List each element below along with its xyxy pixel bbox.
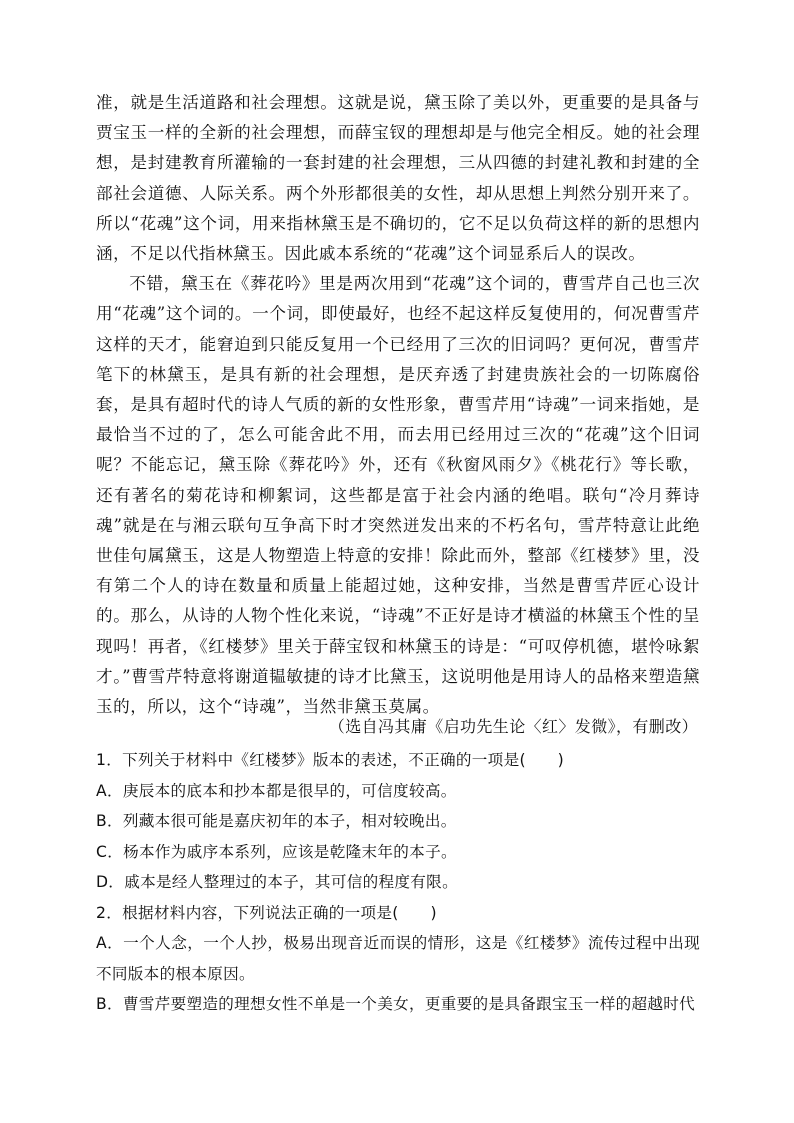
reading-passage	[96, 88, 700, 722]
question-2-option-b: B．曹雪芹要塑造的理想女性不单是一个美女，更重要的是具备跟宝玉一样的超越时代	[96, 995, 696, 1013]
question-1-stem: 1．下列关于材料中《红楼梦》版本的表述，不正确的一项是( )	[96, 751, 565, 769]
question-1-option-b: B．列藏本很可能是嘉庆初年的本子，相对较晚出。	[96, 812, 457, 830]
question-1-option-a: A．庚辰本的底本和抄本都是很早的，可信度较高。	[96, 781, 457, 800]
question-section	[96, 745, 700, 1020]
question-2-option-a: A．一个人念，一个人抄，极易出现音近而误的情形，这是《红楼梦》流传过程中出现不同版本的根本原因。	[96, 934, 700, 983]
passage-paragraph-2: 不错，黛玉在《葬花吟》里是两次用到“花魂”这个词的，曹雪芹自己也三次用“花魂”这个词的。一个词，即使最好，也经不起这样反复使用的，何况曹雪芹这样的天才，能窘迫到只能反复用一个已经用了三次的旧词吗？更何况，曹雪芹笔下的林黛玉，是具有新的社会理想，是厌弃透了封建贵族社会的一切陈腐俗套，是具有超时代的诗人气质的新的女性形象，曹雪芹用“诗魂”一词来指她，是最恰当不过的了，怎么可能舍此不用，而去用已经用过三次的“花魂”这个旧词呢？不能忘记，黛玉除《葬花吟》外，还有《秋窗风雨夕》《桃花行》等长歌，还有著名的菊花诗和柳絮词，这些都是富于社会内涵的绝唱。联句“冷月葬诗魂”就是在与湘云联句互争高下时才突然迸发出来的不朽名句，雪芹特意让此绝世佳句属黛玉，这是人物塑造上特意的安排！除此而外，整部《红楼梦》里，没有第二个人的诗在数量和质量上能超过她，这种安排，当然是曹雪芹匠心设计的。那么，从诗的人物个性化来说，“诗魂”不正好是诗才横溢的林黛玉个性的呈现吗！再者，《红楼梦》里关于薛宝钗和林黛玉的诗是：“可叹停机德，堪怜咏絮才。”曹雪芹特意将谢道韫敏捷的诗才比黛玉，这说明他是用诗人的品格来塑造黛玉的，所以，这个“诗魂”，当然非黛玉莫属。	[96, 274, 700, 717]
passage-paragraph-1: 准，就是生活道路和社会理想。这就是说，黛玉除了美以外，更重要的是具备与贾宝玉一样的全新的社会理想，而薛宝钗的理想却是与他完全相反。她的社会理想，是封建教育所灌输的一套封建的社会理想，三从四德的封建礼教和封建的全部社会道德、人际关系。两个外形都很美的女性，却从思想上判然分别开来了。所以“花魂”这个词，用来指林黛玉是不确切的，它不足以负荷这样的新的思想内涵，不足以代指林黛玉。因此戚本系统的“花魂”这个词显系后人的误改。	[96, 93, 700, 264]
question-2-stem: 2．根据材料内容，下列说法正确的一项是( )	[96, 903, 437, 922]
question-1-option-d: D．戚本是经人整理过的本子，其可信的程度有限。	[96, 873, 458, 891]
source-citation: （选自冯其庸《启功先生论〈红〉发微》，有删改）	[328, 717, 698, 736]
question-1-option-c: C．杨本作为戚序本系列，应该是乾隆末年的本子。	[96, 842, 457, 861]
